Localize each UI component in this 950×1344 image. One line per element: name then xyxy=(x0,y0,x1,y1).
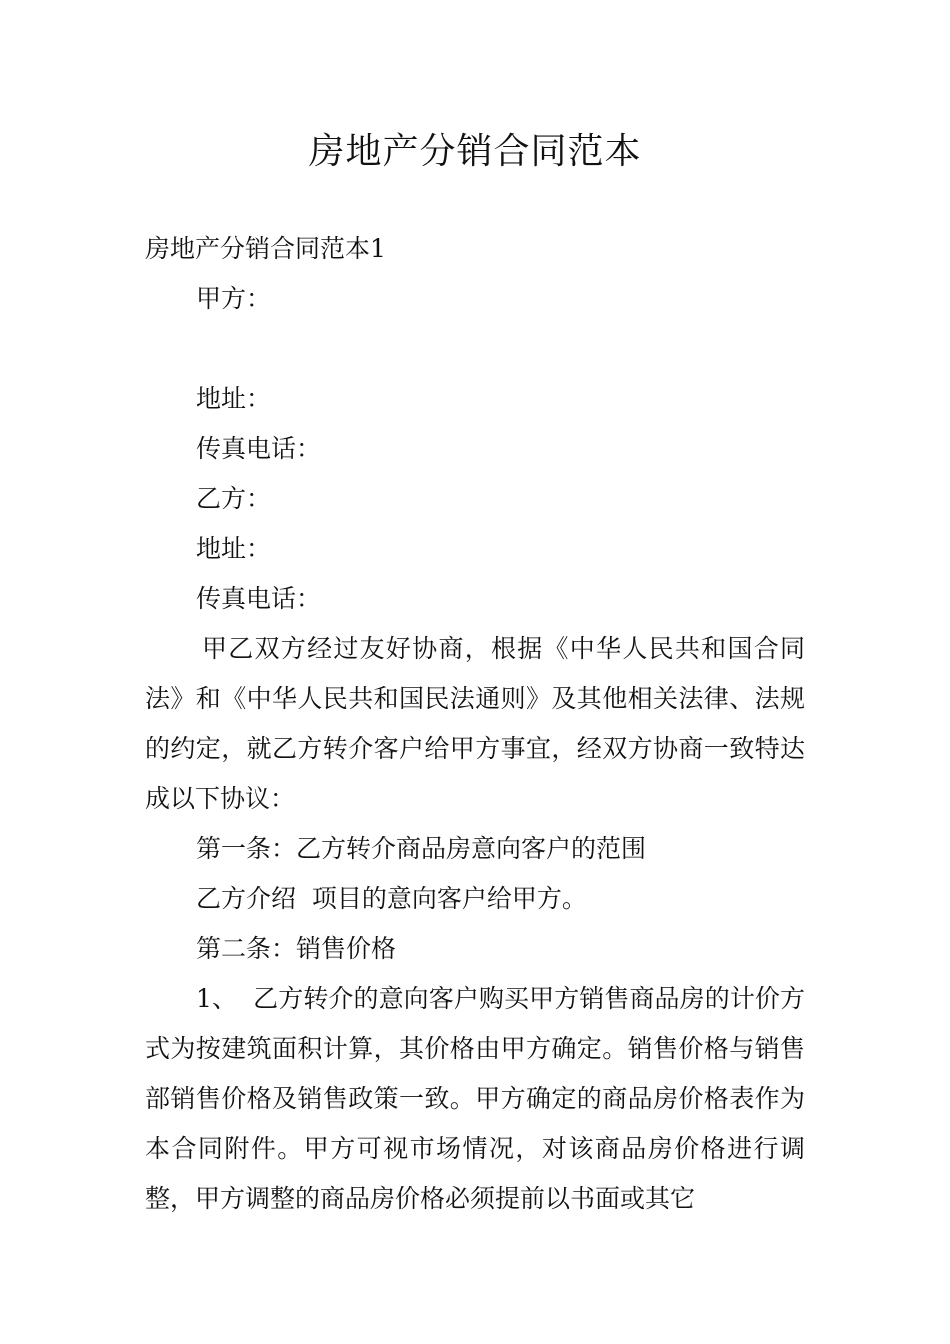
blank-line xyxy=(145,324,805,374)
article-1-body: 乙方介绍 项目的意向客户给甲方。 xyxy=(196,884,587,913)
article-2-title: 第二条：销售价格 xyxy=(196,934,397,963)
document-title: 房地产分销合同范本 xyxy=(308,131,642,172)
section-heading: 房地产分销合同范本1 xyxy=(145,234,386,263)
article-2-item-1: 1、 乙方转介的意向客户购买甲方销售商品房的计价方式为按建筑面积计算，其价格由甲方确定。销售价格与销售部销售价格及销售政策一致。甲方确定的商品房价格表作为本合同附件。甲方可视市场情况，对该商品房价格进行调整，甲方调整的商品房价格必须提前以书面或其它 xyxy=(145,984,805,1213)
party-b-label: 乙方： xyxy=(196,484,272,513)
party-b-fax-label: 传真电话： xyxy=(196,584,322,613)
article-1-title: 第一条：乙方转介商品房意向客户的范围 xyxy=(196,834,647,863)
party-a-fax-label: 传真电话： xyxy=(196,434,322,463)
party-a-address-label: 地址： xyxy=(196,384,272,413)
party-b-address-label: 地址： xyxy=(196,534,272,563)
preamble-paragraph: 甲乙双方经过友好协商，根据《中华人民共和国合同法》和《中华人民共和国民法通则》及其他相关法律、法规的约定，就乙方转介客户给甲方事宜，经双方协商一致特达成以下协议： xyxy=(145,634,805,813)
party-a-label: 甲方： xyxy=(196,284,272,313)
document-body xyxy=(145,224,805,1224)
